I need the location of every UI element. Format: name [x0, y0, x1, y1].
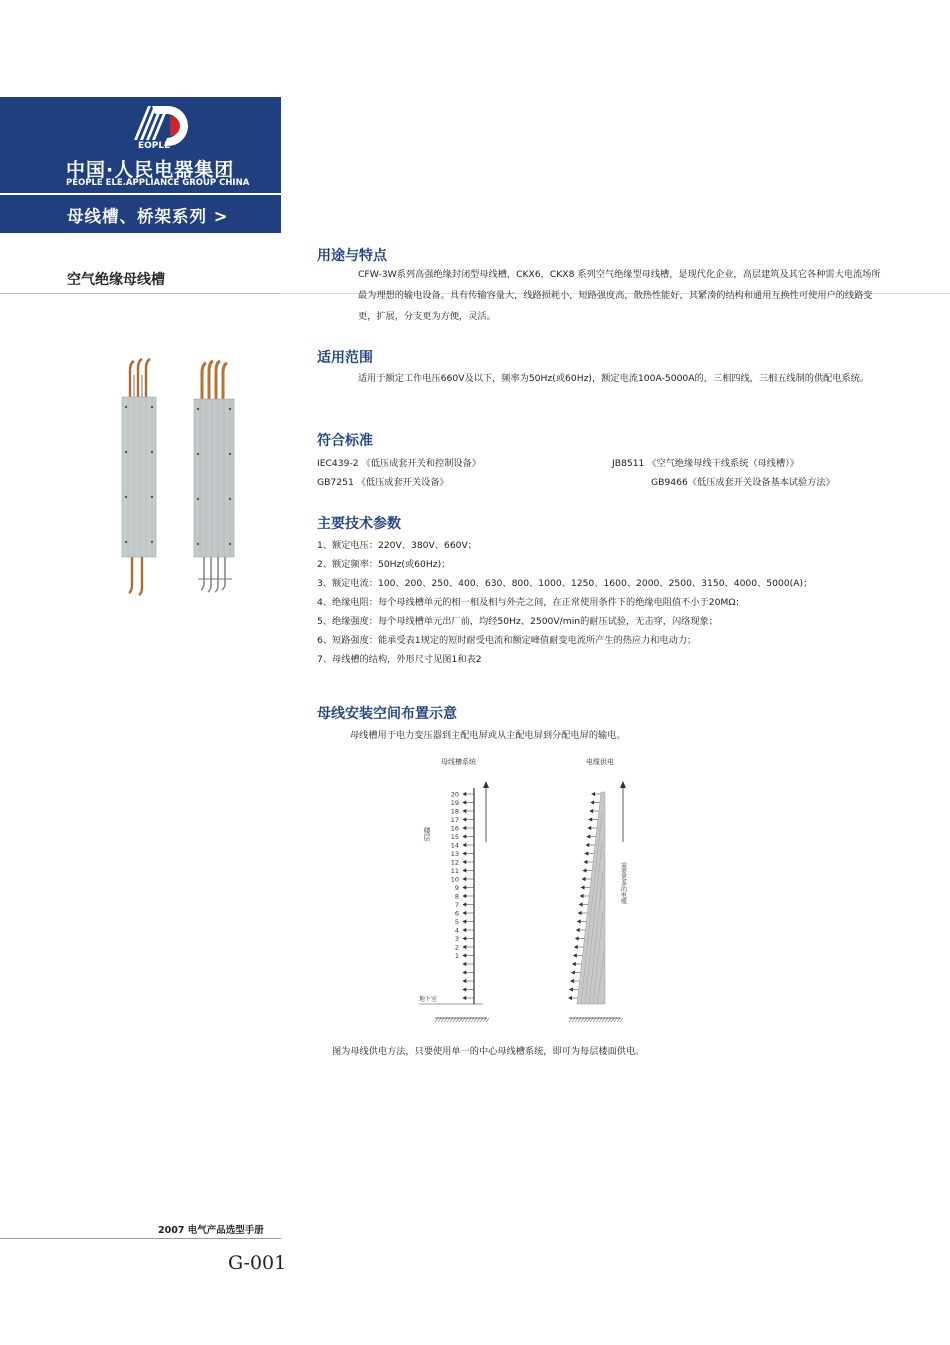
hatch-line: [456, 1018, 459, 1022]
diagram-right-title: 电缆供电: [586, 758, 614, 766]
logo-text: EOPLE: [138, 141, 171, 151]
standard-item: GB9466《低压成套开关设备基本试验方法》: [651, 477, 835, 488]
cable-feed-arrow: [578, 911, 587, 914]
floor-feed-arrow: [463, 988, 474, 991]
floor-feed-arrow: [463, 852, 474, 855]
floor-label: 5: [454, 918, 459, 926]
floor-label: 20: [450, 790, 459, 799]
up-arrow-left-head: [483, 781, 489, 788]
registered-mark: ®: [180, 127, 187, 135]
floor-label: 3: [454, 935, 459, 943]
floor-feed-arrow: [463, 911, 474, 914]
hatch-line: [435, 1018, 438, 1022]
cable-feed-arrow: [582, 877, 591, 880]
floor-feed-arrow: [463, 920, 474, 923]
hatch-line: [438, 1018, 441, 1022]
floor-feed-arrow: [463, 954, 474, 957]
hatch-line: [486, 1018, 489, 1022]
features-paragraph: CFW-3W系列高强绝缘封闭型母线槽，CKX6，CKX8 系列空气绝缘型母线槽，是现代化企业，高层建筑及其它各种需大电流场所最为理想的输电设备。具有传输容量大，线路损耗小，短路强度高，散热性能好，其紧凑的结构和通用互换性可使用户的线路变更，扩展，分支更为方便，灵活。: [358, 269, 881, 322]
hatch-line: [474, 1018, 477, 1022]
hatch-line: [477, 1018, 480, 1022]
floor-feed-arrow: [463, 869, 474, 872]
cable-feed-arrow: [581, 886, 590, 889]
floor-feed-arrow: [463, 962, 474, 965]
floor-label: 6: [454, 909, 459, 918]
cable-feed-arrow: [577, 920, 586, 923]
ground-hatch: [435, 1018, 623, 1022]
floor-feed-arrow: [463, 860, 474, 863]
hatch-line: [584, 1018, 587, 1022]
cable-note: 需要更多的电缆: [619, 862, 627, 904]
floor-labels: [451, 791, 459, 961]
hatch-line: [450, 1018, 453, 1022]
floor-label: 16: [450, 824, 459, 833]
cable-feed-arrow: [584, 860, 593, 863]
installation-diagram: [405, 752, 655, 1027]
floor-label: 14: [450, 841, 459, 850]
standard-item: JB8511 《空气绝缘母线干线系统（母线槽）》: [612, 458, 799, 469]
floor-label: 10: [450, 875, 459, 884]
brand-name-en: PEOPLE ELE.APPLIANCE GROUP CHINA: [66, 178, 250, 188]
hatch-line: [462, 1018, 465, 1022]
cable-feed-arrow: [570, 988, 579, 991]
hatch-line: [441, 1018, 444, 1022]
cable-feed-arrow: [591, 801, 600, 804]
floor-label: 2: [454, 943, 459, 952]
features-text: [317, 264, 882, 327]
product-title: 空气绝缘母线槽: [67, 272, 165, 288]
hatch-line: [596, 1018, 599, 1022]
floor-feed-arrow: [463, 937, 474, 940]
cable-feed-arrow: [580, 894, 589, 897]
hatch-line: [483, 1018, 486, 1022]
floor-feed-arrow: [463, 826, 474, 829]
banner-divider: [0, 193, 281, 195]
hatch-line: [572, 1018, 575, 1022]
diagram-left-title: 母线槽系统: [441, 758, 476, 766]
param-item: 4、绝缘电阻：每个母线槽单元的相一相及相与外壳之间，在正常使用条件下的绝缘电阻值不小于20MΩ；: [317, 597, 745, 608]
header-banner: [0, 97, 281, 233]
floor-label: 18: [450, 807, 459, 816]
hatch-line: [614, 1018, 617, 1022]
hatch-line: [605, 1018, 608, 1022]
busway-product-image: [118, 357, 248, 597]
cable-feed-arrow: [575, 937, 584, 940]
floor-feed-arrow: [463, 843, 474, 846]
floor-label: 4: [454, 926, 459, 935]
hatch-line: [480, 1018, 483, 1022]
cable-feed-arrow: [576, 928, 585, 931]
param-item: 7、母线槽的结构，外形尺寸见图1和表2: [317, 654, 482, 665]
hatch-line: [444, 1018, 447, 1022]
hatch-line: [602, 1018, 605, 1022]
hatch-line: [587, 1018, 590, 1022]
scope-paragraph: 适用于额定工作电压660V及以下，频率为50Hz(或60Hz)，额定电流100A-5000A的，三相四线，三相五线制的供配电系统。: [358, 373, 870, 384]
hatch-line: [569, 1018, 572, 1022]
hatch-line: [453, 1018, 456, 1022]
diagram-caption: 图为母线供电方法，只要使用单一的中心母线槽系统，即可为每层楼面供电。: [332, 1046, 645, 1057]
param-item: 3、额定电流：100、200、250、400、630、800、1000、1250、1600、2000、2500、3150、4000、5000(A)；: [317, 578, 813, 589]
cable-feed-arrow: [583, 869, 592, 872]
page-number: G-001: [228, 1252, 287, 1274]
floor-feed-arrow: [463, 792, 474, 795]
hatch-line: [617, 1018, 620, 1022]
hatch-line: [620, 1018, 623, 1022]
hatch-line: [578, 1018, 581, 1022]
param-item: 5、绝缘强度：每个母线槽单元出厂前，均经50Hz、2500V/min的耐压试验，无击穿，闪络现象；: [317, 616, 718, 627]
floor-feed-arrow: [463, 801, 474, 804]
footer-title: 2007 电气产品选型手册: [158, 1225, 264, 1236]
features-heading: 用途与特点: [317, 248, 387, 264]
floor-feed-arrow: [463, 903, 474, 906]
hatch-line: [575, 1018, 578, 1022]
title-rule: [0, 293, 281, 294]
hatch-line: [447, 1018, 450, 1022]
hatch-line: [459, 1018, 462, 1022]
floor-label: 1: [454, 952, 459, 960]
layout-intro: 母线槽用于电力变压器到主配电屏或从主配电屏到分配电屏的输电。: [350, 730, 626, 741]
standards-heading: 符合标准: [317, 433, 373, 449]
cable-feed-arrow: [588, 826, 597, 829]
floor-axis-label: 楼层: [423, 827, 431, 841]
basement-label: 地下室: [419, 996, 438, 1003]
floor-feed-arrow: [463, 835, 474, 838]
cable-feed-arrow: [572, 971, 581, 974]
hatch-line: [581, 1018, 584, 1022]
floor-label: 12: [450, 858, 459, 867]
scope-heading: 适用范围: [317, 350, 373, 366]
floor-label: 15: [450, 833, 459, 841]
floor-label: 11: [450, 867, 459, 875]
floor-feed-arrow: [463, 979, 474, 982]
cable-feed-arrow: [585, 852, 594, 855]
floor-label: 17: [450, 816, 459, 824]
up-arrow-right-head: [620, 781, 626, 788]
floor-feed-arrow: [463, 996, 474, 999]
floor-feed-arrow: [463, 928, 474, 931]
hatch-line: [471, 1018, 474, 1022]
param-item: 6、短路强度：能承受表1规定的短时耐受电流和额定峰值耐变电流所产生的热应力和电动力；: [317, 635, 697, 646]
cable-feed-arrow: [592, 792, 601, 795]
footer-rule: [0, 1238, 281, 1239]
hatch-line: [611, 1018, 614, 1022]
floor-feed-arrow: [463, 894, 474, 897]
cable-feed-arrow: [587, 835, 596, 838]
busway-floor-feeds: [463, 792, 474, 999]
cable-feed-arrow: [586, 843, 595, 846]
hatch-line: [593, 1018, 596, 1022]
standard-item: IEC439-2 《低压成套开关和控制设备》: [317, 458, 481, 469]
brand-name-cn: 中国·人民电器集团: [66, 159, 235, 181]
floor-label: 7: [454, 901, 459, 909]
hatch-line: [608, 1018, 611, 1022]
floor-label: 8: [454, 892, 459, 901]
cable-feed-arrow: [574, 945, 583, 948]
params-heading: 主要技术参数: [317, 516, 401, 532]
layout-heading: 母线安装空间布置示意: [317, 706, 457, 722]
floor-label: 13: [450, 850, 459, 858]
floor-feed-arrow: [463, 971, 474, 974]
floor-feed-arrow: [463, 877, 474, 880]
hatch-line: [465, 1018, 468, 1022]
cable-feed-arrow: [573, 962, 582, 965]
cable-feed-arrow: [590, 809, 599, 812]
floor-feed-arrow: [463, 809, 474, 812]
hatch-line: [590, 1018, 593, 1022]
scope-text: [317, 368, 882, 389]
floor-label: 19: [450, 799, 459, 807]
hatch-line: [599, 1018, 602, 1022]
cable-feed-arrow: [589, 818, 598, 821]
standard-item: GB7251 《低压成套开关设备》: [317, 477, 449, 488]
floor-label: 9: [454, 884, 459, 892]
hatch-line: [468, 1018, 471, 1022]
param-item: 2、额定频率：50Hz(或60Hz)；: [317, 559, 451, 570]
floor-feed-arrow: [463, 818, 474, 821]
cable-feed-arrow: [579, 903, 588, 906]
param-item: 1、额定电压：220V、380V、660V；: [317, 540, 477, 551]
series-title: 母线槽、桥架系列 >: [67, 207, 229, 226]
cable-feed-arrow: [571, 979, 580, 982]
cable-feed-arrow: [569, 996, 578, 999]
cable-feed-arrow: [573, 954, 582, 957]
floor-feed-arrow: [463, 886, 474, 889]
floor-feed-arrow: [463, 945, 474, 948]
